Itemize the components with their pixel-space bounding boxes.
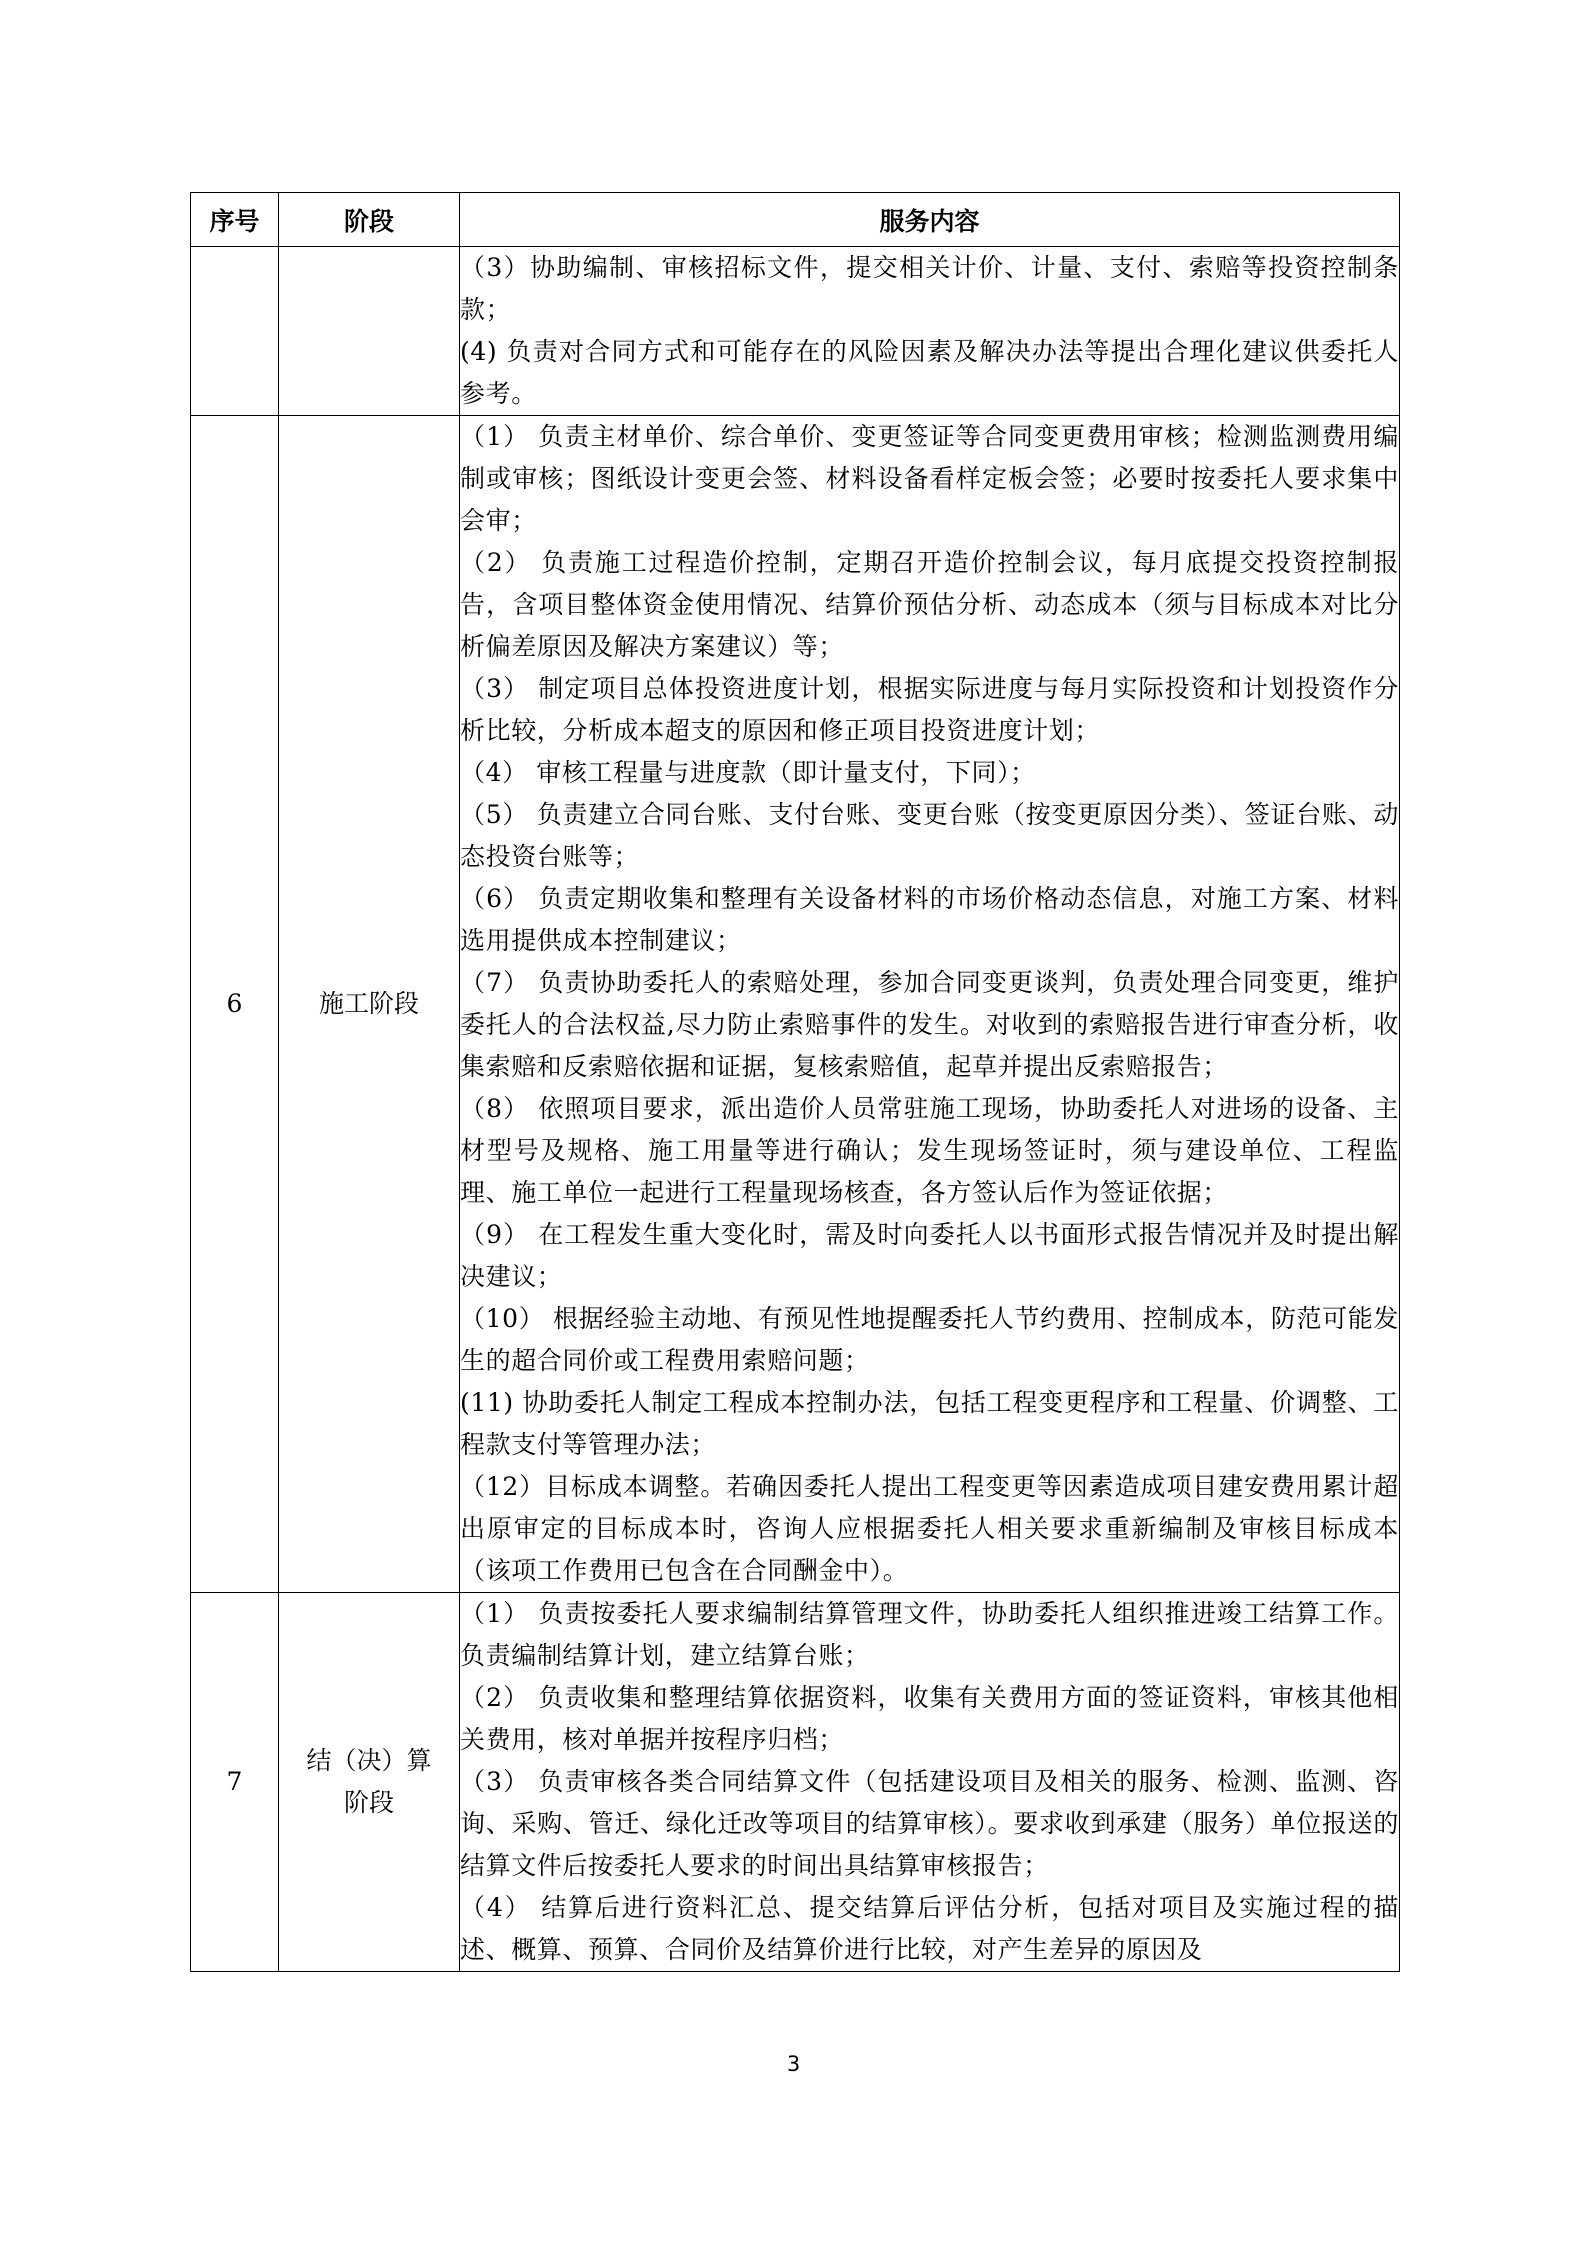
content-item: (4) 负责对合同方式和可能存在的风险因素及解决办法等提出合理化建议供委托人参考。 bbox=[460, 337, 1399, 408]
content-item: (11) 协助委托人制定工程成本控制办法，包括工程变更程序和工程量、价调整、工程款支付等管理办法； bbox=[460, 1388, 1399, 1459]
content-item: （6） 负责定期收集和整理有关设备材料的市场价格动态信息，对施工方案、材料选用提供成本控制建议； bbox=[460, 884, 1399, 955]
content-item: （4） 审核工程量与进度款（即计量支付，下同）； bbox=[460, 758, 1036, 787]
service-table bbox=[190, 192, 1400, 1972]
content-item: （10） 根据经验主动地、有预见性地提醒委托人节约费用、控制成本，防范可能发生的超合同价或工程费用索赔问题； bbox=[460, 1304, 1399, 1375]
content-item: （7） 负责协助委托人的索赔处理，参加合同变更谈判，负责处理合同变更，维护委托人的合法权益,尽力防止索赔事件的发生。对收到的索赔报告进行审查分析，收集索赔和反索赔依据和证据，复核索赔值，起草并提出反索赔报告； bbox=[460, 968, 1399, 1081]
content-item: （2） 负责收集和整理结算依据资料，收集有关费用方面的签证资料，审核其他相关费用，核对单据并按程序归档； bbox=[460, 1683, 1399, 1754]
stage-label-line: 结（决）算 bbox=[306, 1746, 432, 1775]
row-content bbox=[460, 416, 1400, 1593]
row-content bbox=[460, 247, 1400, 416]
table-row bbox=[191, 416, 1400, 1593]
header-number: 序号 bbox=[191, 193, 279, 247]
row-number: 6 bbox=[191, 416, 279, 1593]
content-item: （1） 负责主材单价、综合单价、变更签证等合同变更费用审核；检测监测费用编制或审核；图纸设计变更会签、材料设备看样定板会签；必要时按委托人要求集中会审； bbox=[460, 422, 1399, 535]
row-stage bbox=[279, 416, 460, 1593]
content-item: （8） 依照项目要求，派出造价人员常驻施工现场，协助委托人对进场的设备、主材型号及规格、施工用量等进行确认；发生现场签证时，须与建设单位、工程监理、施工单位一起进行工程量现场核查，各方签认后作为签证依据； bbox=[460, 1094, 1399, 1207]
row-stage bbox=[279, 247, 460, 416]
content-item: （3）协助编制、审核招标文件，提交相关计价、计量、支付、索赔等投资控制条款； bbox=[460, 253, 1399, 324]
stage-label: 施工阶段 bbox=[318, 989, 419, 1018]
header-content: 服务内容 bbox=[460, 193, 1400, 247]
content-item: （9） 在工程发生重大变化时，需及时向委托人以书面形式报告情况并及时提出解决建议； bbox=[460, 1220, 1399, 1291]
content-item: （3） 负责审核各类合同结算文件（包括建设项目及相关的服务、检测、监测、咨询、采购、管迁、绿化迁改等项目的结算审核）。要求收到承建（服务）单位报送的结算文件后按委托人要求的时间出具结算审核报告； bbox=[460, 1767, 1399, 1880]
content-item: （5） 负责建立合同台账、支付台账、变更台账（按变更原因分类）、签证台账、动态投资台账等； bbox=[460, 800, 1399, 871]
table-row bbox=[191, 247, 1400, 416]
row-number: 7 bbox=[191, 1593, 279, 1972]
page-number: 3 bbox=[786, 2052, 801, 2076]
content-item: （2） 负责施工过程造价控制，定期召开造价控制会议，每月底提交投资控制报告，含项目整体资金使用情况、结算价预估分析、动态成本（须与目标成本对比分析偏差原因及解决方案建议）等； bbox=[460, 548, 1399, 661]
content-item: （4） 结算后进行资料汇总、提交结算后评估分析，包括对项目及实施过程的描述、概算、预算、合同价及结算价进行比较，对产生差异的原因及 bbox=[460, 1893, 1399, 1964]
row-number bbox=[191, 247, 279, 416]
table-row bbox=[191, 1593, 1400, 1972]
row-content bbox=[460, 1593, 1400, 1972]
content-item: （12）目标成本调整。若确因委托人提出工程变更等因素造成项目建安费用累计超出原审定的目标成本时，咨询人应根据委托人相关要求重新编制及审核目标成本（该项工作费用已包含在合同酬金中）。 bbox=[460, 1472, 1399, 1585]
content-item: （3） 制定项目总体投资进度计划，根据实际进度与每月实际投资和计划投资作分析比较，分析成本超支的原因和修正项目投资进度计划； bbox=[460, 674, 1399, 745]
header-row bbox=[191, 193, 1400, 247]
content-item: （1） 负责按委托人要求编制结算管理文件，协助委托人组织推进竣工结算工作。负责编制结算计划，建立结算台账； bbox=[460, 1599, 1399, 1670]
stage-label-line: 阶段 bbox=[343, 1788, 394, 1817]
header-stage: 阶段 bbox=[279, 193, 460, 247]
row-stage bbox=[279, 1593, 460, 1972]
